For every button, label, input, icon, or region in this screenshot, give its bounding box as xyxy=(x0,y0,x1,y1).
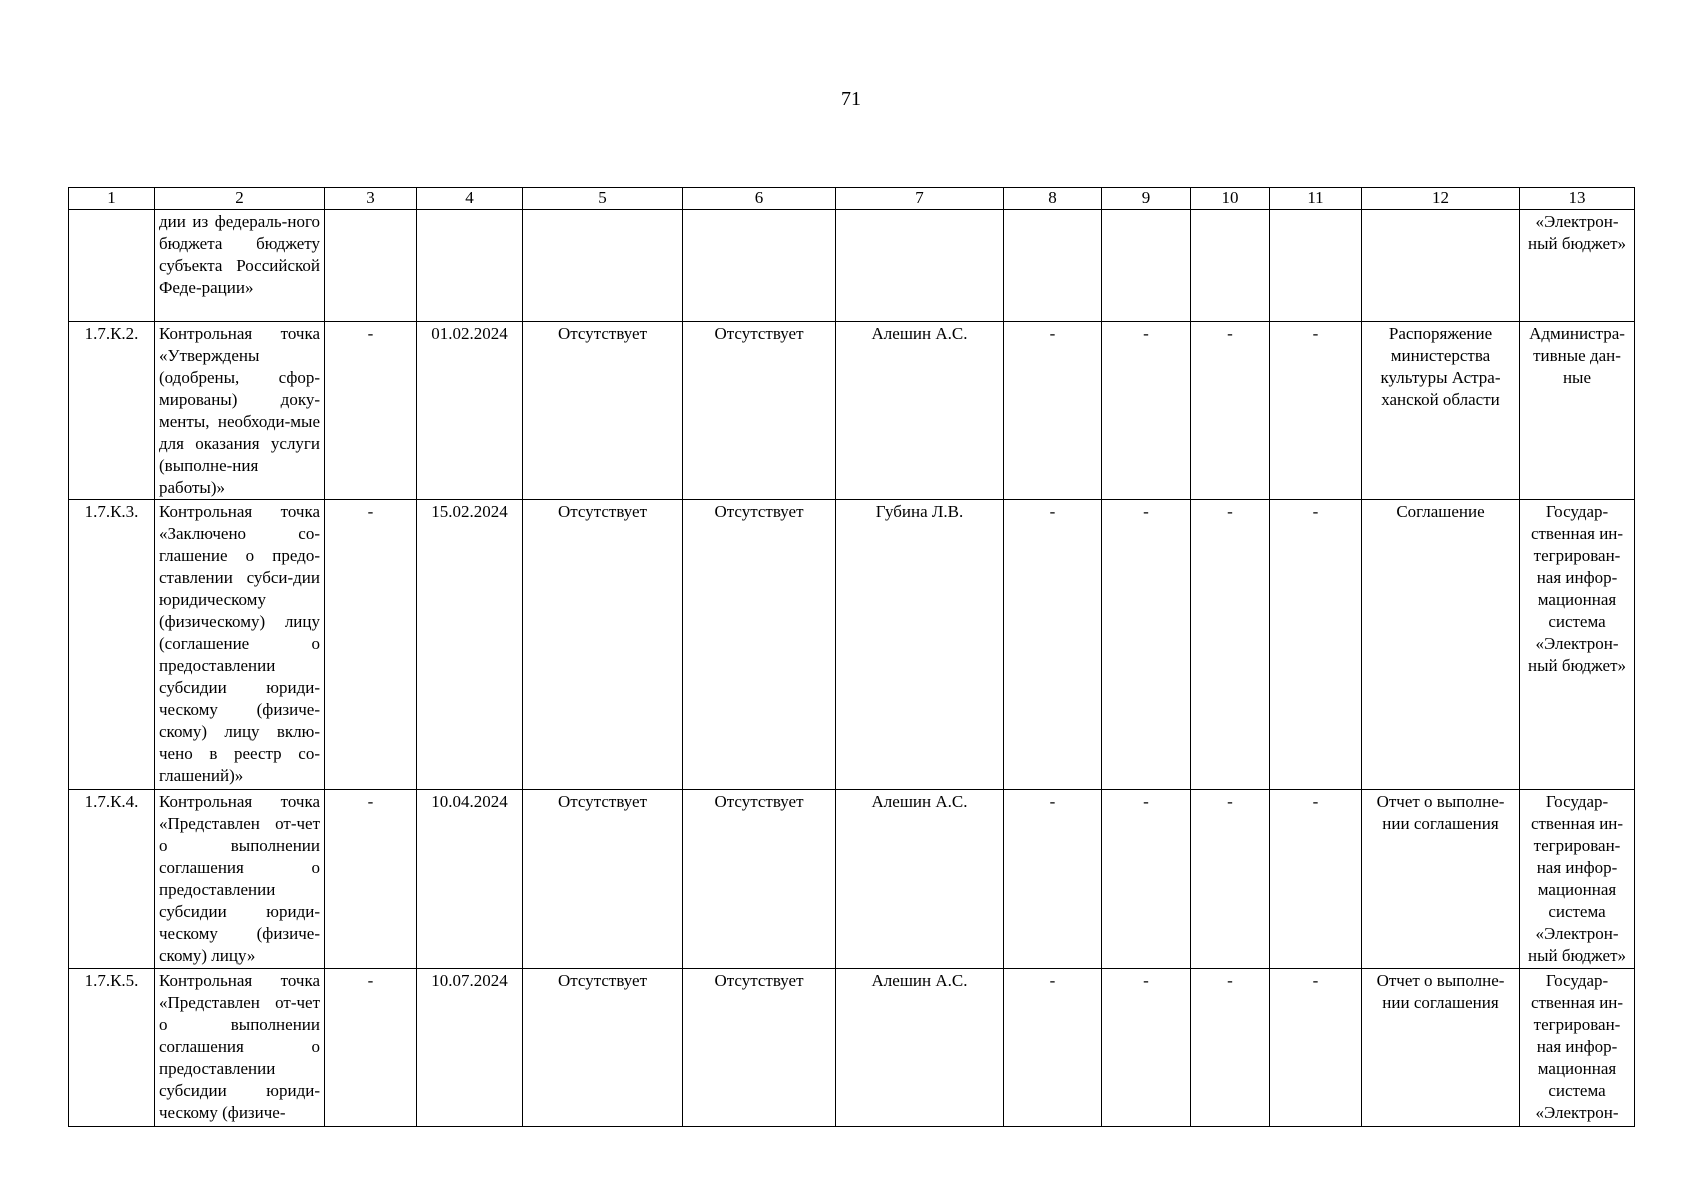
column-header: 2 xyxy=(155,188,325,210)
cell-info-system: Государ-ственная ин-тегрирован-ная инфор-мационная система «Электрон-ный бюджет» xyxy=(1520,500,1635,790)
column-header: 11 xyxy=(1270,188,1362,210)
cell-col5: Отсутствует xyxy=(523,969,683,1127)
cell-col8: - xyxy=(1004,500,1102,790)
control-points-table xyxy=(68,187,1635,1127)
column-header: 4 xyxy=(417,188,523,210)
cell-col3: - xyxy=(325,790,417,969)
cell-col10: - xyxy=(1191,500,1270,790)
cell-document: Соглашение xyxy=(1362,500,1520,790)
column-header: 13 xyxy=(1520,188,1635,210)
cell-code: 1.7.К.5. xyxy=(69,969,155,1127)
cell-col8: - xyxy=(1004,969,1102,1127)
column-header: 6 xyxy=(683,188,836,210)
cell-col9 xyxy=(1102,210,1191,322)
cell-document: Отчет о выполне-нии соглашения xyxy=(1362,969,1520,1127)
cell-responsible: Губина Л.В. xyxy=(836,500,1004,790)
cell-col11: - xyxy=(1270,322,1362,500)
table-row xyxy=(69,500,1635,790)
cell-col11: - xyxy=(1270,500,1362,790)
cell-col11: - xyxy=(1270,969,1362,1127)
table-header-row xyxy=(69,188,1635,210)
cell-col3: - xyxy=(325,969,417,1127)
cell-date xyxy=(417,210,523,322)
cell-name: Контрольная точка «Представлен от-чет о выполнении соглашения о предоставлении субсидии юриди-ческому (физиче-скому) лицу» xyxy=(155,790,325,969)
cell-name: дии из федераль-ного бюджета бюджету субъекта Российской Феде-рации» xyxy=(155,210,325,322)
column-header: 7 xyxy=(836,188,1004,210)
table-row xyxy=(69,969,1635,1127)
cell-code: 1.7.К.2. xyxy=(69,322,155,500)
cell-col9: - xyxy=(1102,790,1191,969)
table-row xyxy=(69,210,1635,322)
column-header: 8 xyxy=(1004,188,1102,210)
cell-col8: - xyxy=(1004,790,1102,969)
cell-document xyxy=(1362,210,1520,322)
cell-info-system: Администра-тивные дан-ные xyxy=(1520,322,1635,500)
cell-col6: Отсутствует xyxy=(683,969,836,1127)
cell-col6: Отсутствует xyxy=(683,500,836,790)
cell-col5: Отсутствует xyxy=(523,322,683,500)
cell-col11: - xyxy=(1270,790,1362,969)
cell-responsible: Алешин А.С. xyxy=(836,322,1004,500)
cell-responsible xyxy=(836,210,1004,322)
cell-col9: - xyxy=(1102,500,1191,790)
cell-col5: Отсутствует xyxy=(523,790,683,969)
cell-col6 xyxy=(683,210,836,322)
cell-date: 15.02.2024 xyxy=(417,500,523,790)
cell-responsible: Алешин А.С. xyxy=(836,969,1004,1127)
cell-info-system: Государ-ственная ин-тегрирован-ная инфор-мационная система «Электрон-ный бюджет» xyxy=(1520,790,1635,969)
cell-col8: - xyxy=(1004,322,1102,500)
table-row xyxy=(69,790,1635,969)
cell-col3 xyxy=(325,210,417,322)
cell-col5: Отсутствует xyxy=(523,500,683,790)
cell-info-system: Государ-ственная ин-тегрирован-ная инфор-мационная система «Электрон- xyxy=(1520,969,1635,1127)
cell-name: Контрольная точка «Представлен от-чет о выполнении соглашения о предоставлении субсидии юриди-ческому (физиче- xyxy=(155,969,325,1127)
cell-code: 1.7.К.4. xyxy=(69,790,155,969)
column-header: 1 xyxy=(69,188,155,210)
cell-col10: - xyxy=(1191,969,1270,1127)
cell-col6: Отсутствует xyxy=(683,790,836,969)
cell-col5 xyxy=(523,210,683,322)
cell-col10: - xyxy=(1191,322,1270,500)
cell-document: Отчет о выполне-нии соглашения xyxy=(1362,790,1520,969)
cell-col6: Отсутствует xyxy=(683,322,836,500)
cell-responsible: Алешин А.С. xyxy=(836,790,1004,969)
page-number: 71 xyxy=(841,88,861,110)
column-header: 12 xyxy=(1362,188,1520,210)
cell-col9: - xyxy=(1102,969,1191,1127)
cell-col3: - xyxy=(325,500,417,790)
cell-info-system: «Электрон-ный бюджет» xyxy=(1520,210,1635,322)
cell-code: 1.7.К.3. xyxy=(69,500,155,790)
cell-col9: - xyxy=(1102,322,1191,500)
column-header: 10 xyxy=(1191,188,1270,210)
column-header: 3 xyxy=(325,188,417,210)
table-row xyxy=(69,322,1635,500)
column-header: 9 xyxy=(1102,188,1191,210)
cell-document: Распоряжение министерства культуры Астра-ханской области xyxy=(1362,322,1520,500)
cell-col11 xyxy=(1270,210,1362,322)
cell-col10 xyxy=(1191,210,1270,322)
cell-col10: - xyxy=(1191,790,1270,969)
cell-name: Контрольная точка «Утверждены (одобрены, сфор-мированы) доку-менты, необходи-мые для оказания услуги (выполне-ния работы)» xyxy=(155,322,325,500)
cell-col3: - xyxy=(325,322,417,500)
cell-date: 10.04.2024 xyxy=(417,790,523,969)
column-header: 5 xyxy=(523,188,683,210)
cell-date: 01.02.2024 xyxy=(417,322,523,500)
cell-name: Контрольная точка «Заключено со-глашение о предо-ставлении субси-дии юридическому (физическому) лицу (соглашение о предоставлении субсидии юриди-ческому (физиче-скому) лицу вклю-чено в реестр со-глашений)» xyxy=(155,500,325,790)
cell-col8 xyxy=(1004,210,1102,322)
cell-date: 10.07.2024 xyxy=(417,969,523,1127)
cell-code xyxy=(69,210,155,322)
